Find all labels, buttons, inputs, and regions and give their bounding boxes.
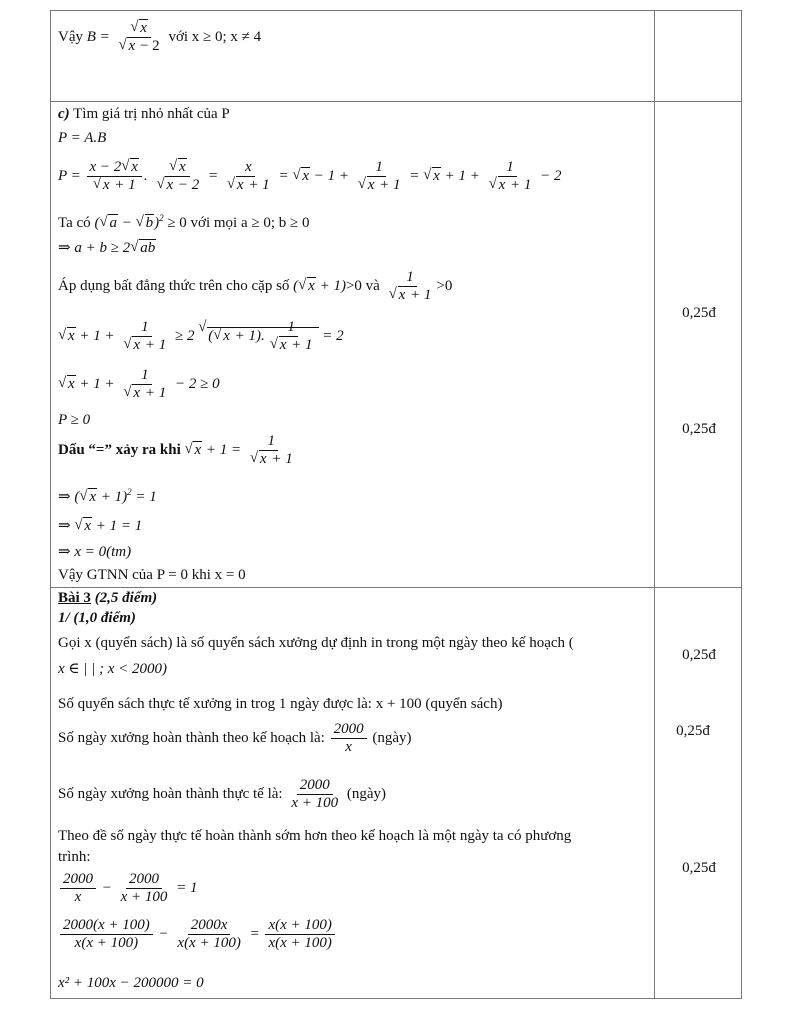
actual-per-day: Số quyển sách thực tế xưởng in trog 1 ngày được là: x + 100 (quyển sách) xyxy=(58,696,503,712)
section-c-title: c) Tìm giá trị nhỏ nhất của P xyxy=(58,106,230,122)
b-conclusion-line: Vậy B = √ x √ x − 2 với x ≥ 0; x ≠ 4 xyxy=(58,20,261,55)
inequality-line: √ x + 1 + 1 √ x + 1 ≥ 2 √ (√ x + 1). 1 √ x + 1 = 2 xyxy=(58,319,344,354)
table-right-border xyxy=(741,10,742,999)
eq-p-expansion: P = x − 2√ x √ x + 1 . √ x √ x − 2 = x √ x + 1 = √ x − 1 + 1 √ x + 1 = √ x + 1 + 1 √ x + 1 − 2 xyxy=(58,159,562,194)
step-3: ⇒ x = 0(tm) xyxy=(58,544,132,560)
row-divider-1 xyxy=(50,101,742,102)
score-3: 0,25đ xyxy=(682,647,716,663)
equation-1: $\frac{2000}{x}$ − $\frac{2000}{x + 100}$ = 1 xyxy=(58,871,198,906)
plan-days: Số ngày xưởng hoàn thành theo kế hoạch là: $\frac{2000}{x}$ (ngày) xyxy=(58,721,412,755)
b-fraction: √ x √ x − 2 xyxy=(116,20,163,55)
score-4: 0,25đ xyxy=(676,723,710,739)
score-1: 0,25đ xyxy=(682,305,716,321)
final-conclusion: Vậy GTNN của P = 0 khi x = 0 xyxy=(58,567,246,583)
section-b-conclusion xyxy=(58,14,650,94)
score-2: 0,25đ xyxy=(682,421,716,437)
equality-condition: Dấu “=” xảy ra khi √ x + 1 = 1 √ x + 1 xyxy=(58,433,298,468)
section-c xyxy=(58,103,650,585)
am-gm-line: ⇒ a + b ≥ 2√ ab xyxy=(58,239,156,257)
column-divider xyxy=(654,10,655,999)
eq-p-ab: P = A.B xyxy=(58,130,107,146)
table-top-border xyxy=(50,10,742,11)
inequality-line-2: √ x + 1 + 1 √ x + 1 − 2 ≥ 0 xyxy=(58,367,220,402)
table-bottom-border xyxy=(50,998,742,999)
bai3-subtitle: 1/ (1,0 điểm) xyxy=(58,610,136,626)
equation-final: x² + 100x − 200000 = 0 xyxy=(58,975,204,991)
actual-days: Số ngày xưởng hoàn thành thực tế là: $\frac{2000}{x + 100}$ (ngày) xyxy=(58,777,387,811)
bai3-title: Bài 3 (2,5 điểm) xyxy=(58,590,158,606)
step-1: ⇒ (√ x + 1)$^2$ = 1 xyxy=(58,483,157,506)
equation-2: $\frac{2000(x + 100)}{x(x + 100)}$ − $\frac{2000x}{x(x + 100)}$ = $\frac{x(x + 100)}{x(x + 100)}$ xyxy=(58,917,337,952)
step-2: ⇒ √ x + 1 = 1 xyxy=(58,517,142,535)
apply-line: Áp dụng bất đẳng thức trên cho cặp số (√ x + 1)>0 và 1 √ x + 1 >0 xyxy=(58,269,452,304)
row-divider-2 xyxy=(50,587,742,588)
equation-intro-2: trình: xyxy=(58,849,91,865)
p-nonnegative: P ≥ 0 xyxy=(58,412,91,428)
section-bai3 xyxy=(58,589,650,997)
score-5: 0,25đ xyxy=(682,860,716,876)
equation-intro-1: Theo đề số ngày thực tế hoàn thành sớm hơn theo kế hoạch là một ngày ta có phương xyxy=(58,828,572,844)
let-line-1: Gọi x (quyển sách) là số quyển sách xưởng dự định in trong một ngày theo kế hoạch ( xyxy=(58,635,574,651)
ta-co-line: Ta có (√ a − √ b)$^2$ ≥ 0 với mọi a ≥ 0; b ≥ 0 xyxy=(58,209,310,232)
let-line-2: x ∈ | | ; x < 2000) xyxy=(58,661,168,677)
table-left-border xyxy=(50,10,51,999)
